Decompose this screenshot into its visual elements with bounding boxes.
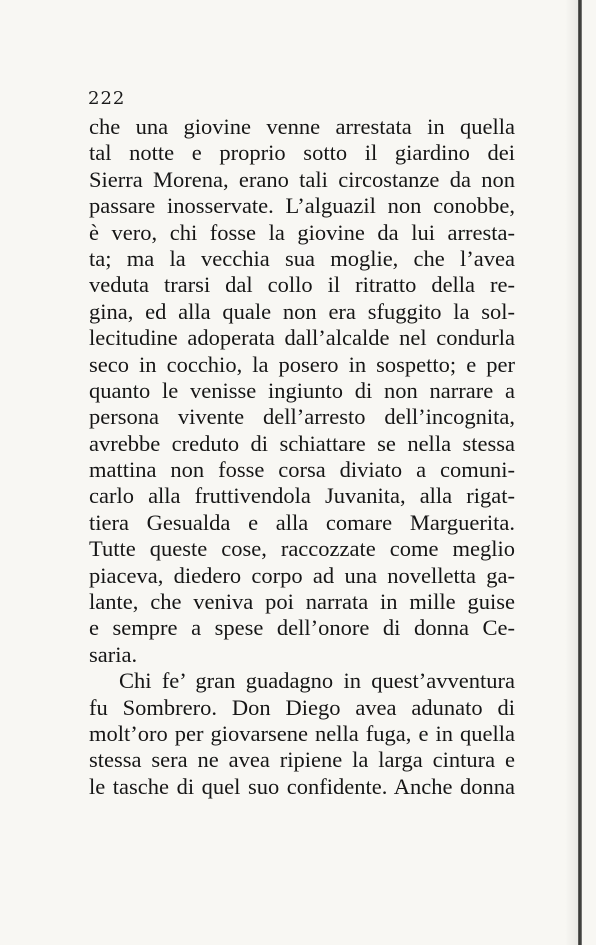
text-line: tal notte e proprio sotto il giardino dei bbox=[89, 140, 515, 166]
text-line: molt’oro per giovarsene nella fuga, e in quella bbox=[89, 720, 515, 746]
binding-edge bbox=[578, 0, 582, 945]
text-line: che una giovine venne arrestata in quella bbox=[89, 114, 515, 139]
text-line: passare inosservate. L’alguazil non conobbe, bbox=[89, 193, 515, 219]
body-text bbox=[89, 114, 515, 800]
text-line: avrebbe creduto di schiattare se nella stessa bbox=[89, 430, 515, 456]
text-line: mattina non fosse corsa diviato a comuni- bbox=[89, 457, 515, 483]
binding-shadow bbox=[565, 0, 578, 945]
text-line: fu Sombrero. Don Diego avea adunato di bbox=[89, 694, 515, 720]
text-line: persona vivente dell’arresto dell’incognita, bbox=[89, 404, 515, 430]
text-line: e sempre a spese dell’onore di donna Ce- bbox=[89, 615, 515, 641]
text-line-paragraph-start: Chi fe’ gran guadagno in quest’avventura bbox=[119, 668, 515, 694]
text-line: carlo alla fruttivendola Juvanita, alla rigat- bbox=[89, 483, 515, 509]
text-line: piaceva, diedero corpo ad una novelletta ga- bbox=[89, 562, 515, 588]
page-number: 222 bbox=[88, 88, 126, 109]
text-line: ta; ma la vecchia sua moglie, che l’avea bbox=[89, 245, 515, 271]
text-line: Sierra Morena, erano tali circostanze da non bbox=[89, 166, 515, 192]
text-line: quanto le venisse ingiunto di non narrare a bbox=[89, 377, 515, 403]
text-line: Tutte queste cose, raccozzate come meglio bbox=[89, 536, 515, 562]
text-line: seco in cocchio, la posero in sospetto; e per bbox=[89, 351, 515, 377]
text-line: stessa sera ne avea ripiene la larga cintura e bbox=[89, 747, 515, 773]
text-line: lante, che veniva poi narrata in mille guise bbox=[89, 589, 515, 615]
text-line: è vero, chi fosse la giovine da lui arresta- bbox=[89, 219, 515, 245]
text-line: veduta trarsi dal collo il ritratto della re- bbox=[89, 272, 515, 298]
text-line: le tasche di quel suo confidente. Anche donna bbox=[89, 773, 515, 799]
text-line: tiera Gesualda e alla comare Marguerita. bbox=[89, 509, 515, 535]
text-line: lecitudine adoperata dall’alcalde nel condurla bbox=[89, 325, 515, 351]
text-line: gina, ed alla quale non era sfuggito la sol- bbox=[89, 298, 515, 324]
text-line: saria. bbox=[89, 641, 138, 667]
